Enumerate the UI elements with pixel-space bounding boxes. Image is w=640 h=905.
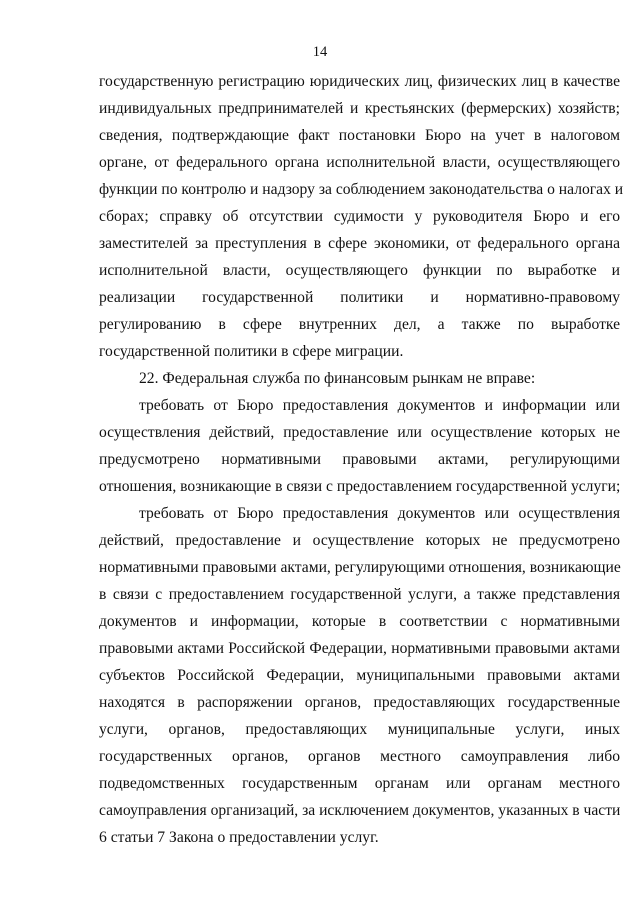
text-line: нормативными правовыми актами, регулирующими отношения, возникающие xyxy=(99,559,621,576)
text-line: услуги, органов, предоставляющих муниципальные услуги, иных xyxy=(99,721,620,738)
text-line: подведомственных государственным органам или органам местного xyxy=(99,775,620,792)
text-line: правовыми актами Российской Федерации, нормативными правовыми актами xyxy=(99,640,620,657)
text-line: функции по контролю и надзору за соблюдением законодательства о налогах и xyxy=(99,181,624,198)
text-line: самоуправления организаций, за исключением документов, указанных в части xyxy=(99,802,621,819)
text-line: 22. Федеральная служба по финансовым рынкам не вправе: xyxy=(139,370,536,387)
text-line: сборах; справку об отсутствии судимости у руководителя Бюро и его xyxy=(99,208,620,225)
text-line: государственную регистрацию юридических лиц, физических лиц в качестве xyxy=(99,73,620,90)
text-line: регулированию в сфере внутренних дел, а также по выработке xyxy=(99,316,620,333)
text-line: отношения, возникающие в связи с предоставлением государственной услуги; xyxy=(99,478,621,495)
text-line: требовать от Бюро предоставления документов или осуществления xyxy=(139,505,620,522)
page-number: 14 xyxy=(312,44,328,60)
text-line: действий, предоставление и осуществление которых не предусмотрено xyxy=(99,532,620,549)
text-line: заместителей за преступления в сфере экономики, от федерального органа xyxy=(99,235,620,252)
text-line: 6 статьи 7 Закона о предоставлении услуг. xyxy=(99,829,379,846)
text-line: государственной политики в сфере миграции. xyxy=(99,343,404,360)
text-line: требовать от Бюро предоставления документов и информации или xyxy=(139,397,620,414)
text-line: в связи с предоставлением государственной услуги, а также представления xyxy=(99,586,620,603)
text-line: индивидуальных предпринимателей и крестьянских (фермерских) хозяйств; xyxy=(99,100,620,117)
text-line: сведения, подтверждающие факт постановки Бюро на учет в налоговом xyxy=(99,127,620,144)
text-line: исполнительной власти, осуществляющего функции по выработке и xyxy=(99,262,620,279)
text-line: документов и информации, которые в соответствии с нормативными xyxy=(99,613,620,630)
text-line: государственных органов, органов местного самоуправления либо xyxy=(99,748,620,765)
text-line: реализации государственной политики и нормативно-правовому xyxy=(99,289,620,306)
text-line: осуществления действий, предоставление или осуществление которых не xyxy=(99,424,620,441)
text-line: органе, от федерального органа исполнительной власти, осуществляющего xyxy=(99,154,620,171)
text-line: предусмотрено нормативными правовыми актами, регулирующими xyxy=(99,451,620,468)
text-line: находятся в распоряжении органов, предоставляющих государственные xyxy=(99,694,620,711)
text-line: субъектов Российской Федерации, муниципальными правовыми актами xyxy=(99,667,620,684)
